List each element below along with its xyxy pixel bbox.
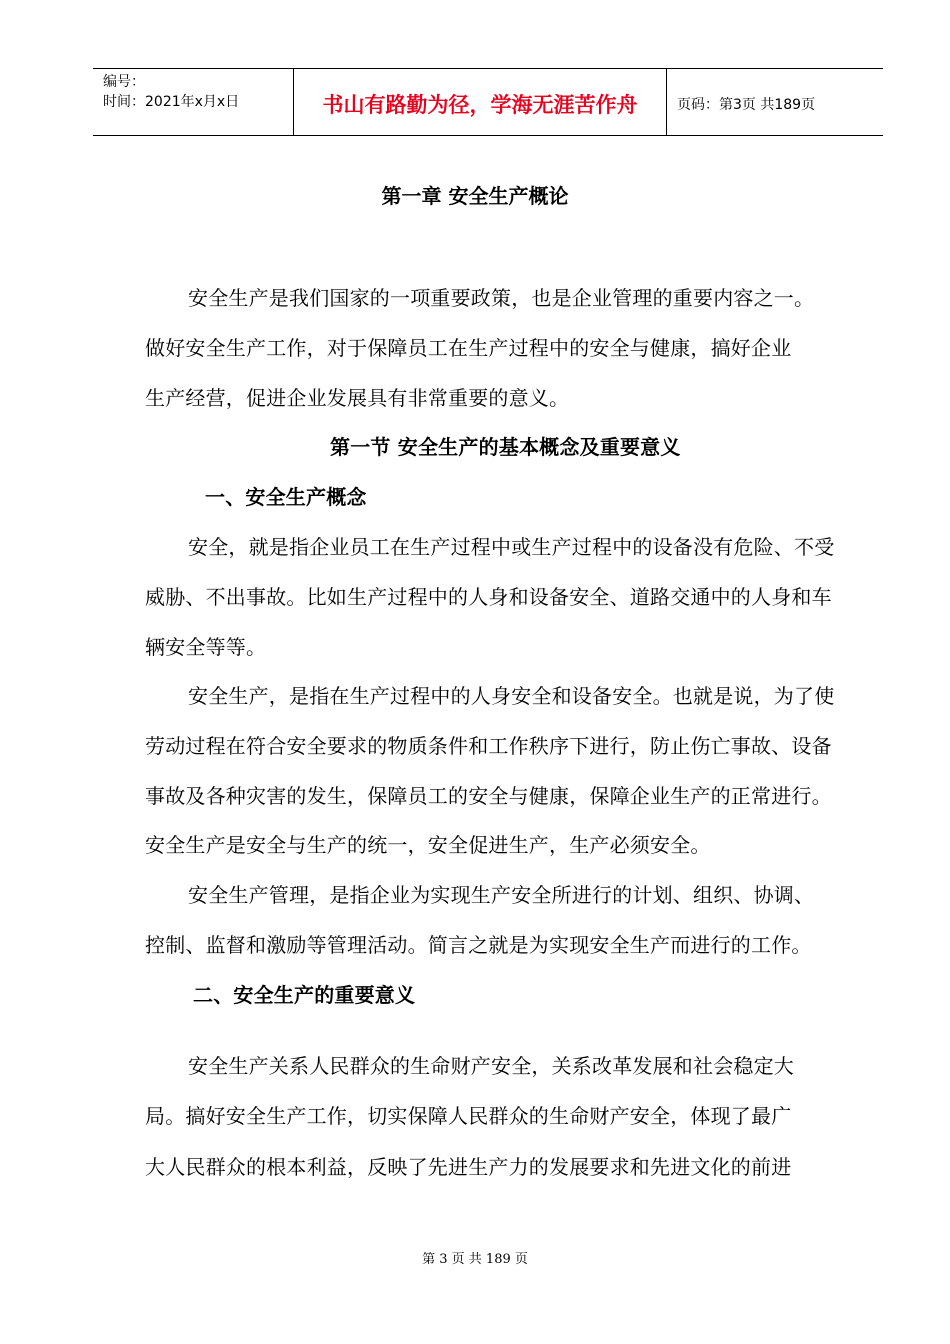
para-2-line-1: 安全生产，是指在生产过程中的人身安全和设备安全。也就是说，为了使: [188, 684, 835, 708]
document-header: [93, 68, 883, 136]
para-3-line-1: 安全生产管理，是指企业为实现生产安全所进行的计划、组织、协调、: [188, 883, 815, 907]
subsection-1-title: 一、安全生产概念: [205, 485, 367, 509]
intro-line-3: 生产经营，促进企业发展具有非常重要的意义。: [145, 386, 570, 410]
header-motto-cell: [294, 69, 667, 135]
section-title: 第一节 安全生产的基本概念及重要意义: [330, 435, 681, 459]
subsection-2-title: 二、安全生产的重要意义: [193, 983, 416, 1007]
para-2-line-2: 劳动过程在符合安全要求的物质条件和工作秩序下进行，防止伤亡事故、设备: [145, 734, 832, 758]
page-footer: 第 3 页 共 189 页: [422, 1252, 528, 1267]
para-4-line-1: 安全生产关系人民群众的生命财产安全，关系改革发展和社会稳定大: [188, 1054, 794, 1078]
header-page-cell: [667, 69, 883, 135]
chapter-title: 第一章 安全生产概论: [381, 184, 569, 208]
motto: 书山有路勤为径，学海无涯苦作舟: [322, 93, 638, 117]
para-1-line-1: 安全，就是指企业员工在生产过程中或生产过程中的设备没有危险、不受: [188, 535, 835, 559]
header-meta-cell: [93, 69, 294, 135]
para-2-line-3: 事故及各种灾害的发生，保障员工的安全与健康，保障企业生产的正常进行。: [145, 784, 832, 808]
intro-line-2: 做好安全生产工作，对于保障员工在生产过程中的安全与健康，搞好企业: [145, 336, 792, 360]
serial-number-label: 编号：: [103, 74, 145, 90]
para-4-line-3: 大人民群众的根本利益，反映了先进生产力的发展要求和先进文化的前进: [145, 1155, 792, 1179]
intro-line-1: 安全生产是我们国家的一项重要政策，也是企业管理的重要内容之一。: [188, 286, 815, 310]
para-2-line-4: 安全生产是安全与生产的统一，安全促进生产，生产必须安全。: [145, 833, 711, 857]
para-3-line-2: 控制、监督和激励等管理活动。简言之就是为实现安全生产而进行的工作。: [145, 933, 812, 957]
page-code: 页码：第3页 共189页: [677, 97, 816, 113]
para-1-line-3: 辆安全等等。: [145, 635, 267, 659]
para-1-line-2: 威胁、不出事故。比如生产过程中的人身和设备安全、道路交通中的人身和车: [145, 585, 832, 609]
time-label: 时间：2021年x月x日: [103, 94, 240, 110]
para-4-line-2: 局。搞好安全生产工作，切实保障人民群众的生命财产安全，体现了最广: [145, 1104, 792, 1128]
